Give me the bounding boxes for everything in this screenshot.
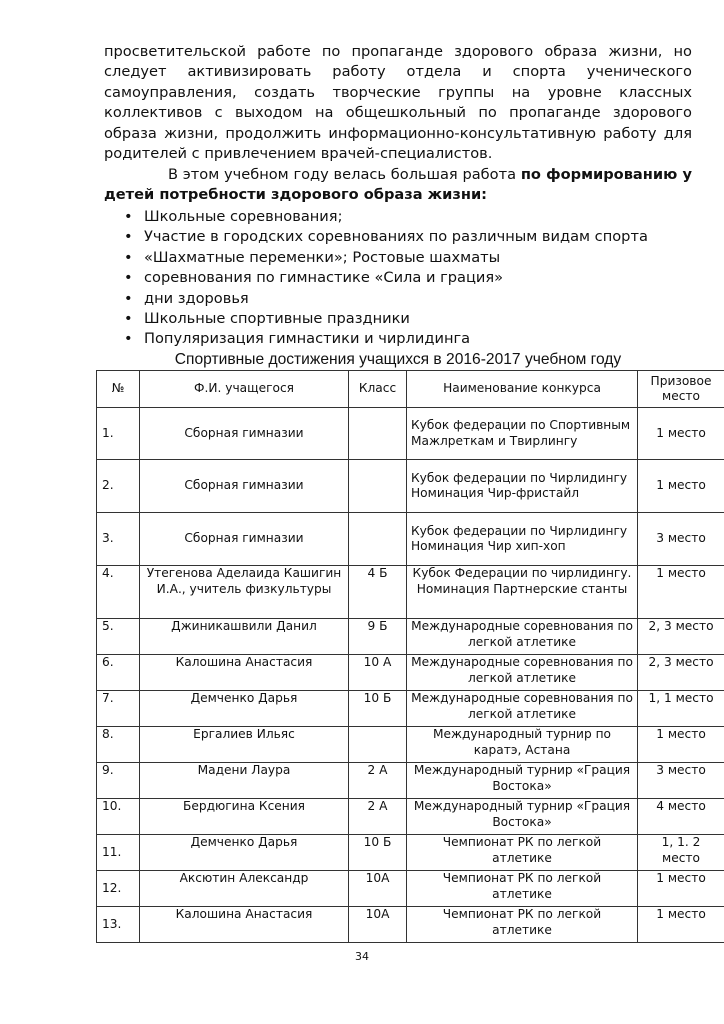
page-number: 34 (355, 950, 369, 963)
list-item-text: Популяризация гимнастики и чирлидинга (144, 330, 471, 348)
paragraph-work-bold: по формированию у детей потребности здорового образа жизни: (104, 166, 692, 204)
cell-class: 10А (349, 907, 407, 943)
bullet-icon: • (124, 228, 133, 246)
table-header-row (97, 371, 724, 408)
cell-num: 9. (97, 763, 140, 799)
cell-contest: Международные соревнования по легкой атлетике (407, 619, 638, 655)
cell-name: Джиникашвили Данил (140, 619, 349, 655)
cell-name: Демченко Дарья (140, 835, 349, 871)
paragraph-work-lead: В этом учебном году велась большая работа (168, 166, 521, 183)
cell-contest: Чемпионат РК по легкой атлетике (407, 871, 638, 907)
table-row (97, 871, 724, 907)
cell-contest: Международный турнир «Грация Востока» (407, 763, 638, 799)
cell-contest: Международные соревнования по легкой атлетике (407, 691, 638, 727)
activities-list (104, 207, 692, 350)
cell-place: 1 место (638, 907, 724, 943)
cell-contest: Кубок федерации по Спортивным Мажлреткам и Твирлингу (407, 408, 638, 460)
cell-name: Калошина Анастасия (140, 655, 349, 691)
bullet-icon: • (124, 269, 133, 287)
cell-name: Бердюгина Ксения (140, 799, 349, 835)
list-item (104, 289, 692, 309)
list-item (104, 207, 692, 227)
bullet-icon: • (124, 208, 133, 225)
cell-contest: Чемпионат РК по легкой атлетике (407, 907, 638, 943)
cell-num: 6. (97, 655, 140, 691)
cell-class: 10 А (349, 655, 407, 691)
header-contest: Наименование конкурса (407, 371, 638, 408)
cell-name: Калошина Анастасия (140, 907, 349, 943)
cell-contest: Международные соревнования по легкой атлетике (407, 655, 638, 691)
cell-num: 5. (97, 619, 140, 655)
cell-class (349, 513, 407, 566)
achievements-table (96, 370, 724, 943)
cell-class (349, 460, 407, 513)
table-row (97, 566, 724, 619)
cell-contest: Кубок Федерации по чирлидингу. Номинация Партнерские станты (407, 566, 638, 619)
cell-place: 1 место (638, 408, 724, 460)
cell-class: 2 А (349, 799, 407, 835)
header-class: Класс (349, 371, 407, 408)
bullet-icon: • (124, 330, 133, 348)
cell-class (349, 727, 407, 763)
cell-place: 4 место (638, 799, 724, 835)
cell-name: Мадени Лаура (140, 763, 349, 799)
bullet-icon: • (124, 248, 133, 266)
table-row (97, 460, 724, 513)
cell-num: 11. (97, 835, 140, 871)
list-item-text: Школьные соревнования; (144, 208, 343, 225)
table-row (97, 655, 724, 691)
list-item-text: «Шахматные переменки»; Ростовые шахматы (144, 248, 501, 266)
cell-name: Утегенова Аделаида Кашигин И.А., учитель физкультуры (140, 566, 349, 619)
cell-class: 2 А (349, 763, 407, 799)
cell-num: 2. (97, 460, 140, 513)
cell-contest: Чемпионат РК по легкой атлетике (407, 835, 638, 871)
cell-class: 9 Б (349, 619, 407, 655)
header-name: Ф.И. учащегося (140, 371, 349, 408)
cell-num: 8. (97, 727, 140, 763)
table-row (97, 619, 724, 655)
list-item (104, 248, 692, 268)
cell-place: 2, 3 место (638, 619, 724, 655)
list-item-text: дни здоровья (144, 289, 249, 307)
cell-name: Ергалиев Ильяс (140, 727, 349, 763)
cell-class (349, 408, 407, 460)
list-item (104, 309, 692, 329)
cell-name: Сборная гимназии (140, 460, 349, 513)
table-row (97, 408, 724, 460)
table-row (97, 691, 724, 727)
cell-place: 1, 1 место (638, 691, 724, 727)
list-item (104, 227, 692, 247)
cell-num: 1. (97, 408, 140, 460)
cell-class: 10 Б (349, 835, 407, 871)
list-item-text: Школьные спортивные праздники (144, 310, 410, 328)
cell-place: 1 место (638, 727, 724, 763)
cell-place: 2, 3 место (638, 655, 724, 691)
table-row (97, 727, 724, 763)
cell-place: 1 место (638, 871, 724, 907)
cell-name: Сборная гимназии (140, 408, 349, 460)
header-place: Призовое место (638, 371, 724, 408)
header-num: № (97, 371, 140, 408)
table-row (97, 835, 724, 871)
cell-name: Сборная гимназии (140, 513, 349, 566)
list-item-text: Участие в городских соревнованиях по различным видам спорта (144, 228, 648, 246)
cell-contest: Кубок федерации по Чирлидингу Номинация Чир-фристайл (407, 460, 638, 513)
table-row (97, 763, 724, 799)
cell-contest: Международный турнир «Грация Востока» (407, 799, 638, 835)
cell-num: 13. (97, 907, 140, 943)
bullet-icon: • (124, 310, 133, 328)
cell-place: 3 место (638, 763, 724, 799)
cell-class: 10А (349, 871, 407, 907)
paragraph-work (104, 165, 692, 206)
cell-class: 4 Б (349, 566, 407, 619)
table-row (97, 907, 724, 943)
table-row (97, 799, 724, 835)
cell-place: 3 место (638, 513, 724, 566)
cell-num: 3. (97, 513, 140, 566)
table-caption: Спортивные достижения учащихся в 2016-2017 учебном году (174, 351, 622, 368)
bullet-icon: • (124, 289, 133, 307)
cell-num: 12. (97, 871, 140, 907)
list-item-text: соревнования по гимнастике «Сила и грация» (144, 269, 504, 287)
cell-num: 4. (97, 566, 140, 619)
cell-class: 10 Б (349, 691, 407, 727)
cell-place: 1 место (638, 566, 724, 619)
list-item (104, 268, 692, 288)
cell-num: 10. (97, 799, 140, 835)
cell-place: 1, 1. 2 место (638, 835, 724, 871)
paragraph-intro: просветительской работе по пропаганде здорового образа жизни, но следует активизировать работу отдела и спорта ученического самоуправления, создать творческие группы на уровне классных коллективов с выходом на общешкольный по пропаганде здорового образа жизни, продолжить информационно-консультативную работу для родителей с привлечением врачей-специалистов. (104, 43, 692, 163)
list-item (104, 329, 692, 349)
cell-name: Аксютин Александр (140, 871, 349, 907)
cell-contest: Кубок федерации по Чирлидингу Номинация Чир хип-хоп (407, 513, 638, 566)
cell-place: 1 место (638, 460, 724, 513)
table-row (97, 513, 724, 566)
cell-contest: Международный турнир по каратэ, Астана (407, 727, 638, 763)
cell-name: Демченко Дарья (140, 691, 349, 727)
cell-num: 7. (97, 691, 140, 727)
